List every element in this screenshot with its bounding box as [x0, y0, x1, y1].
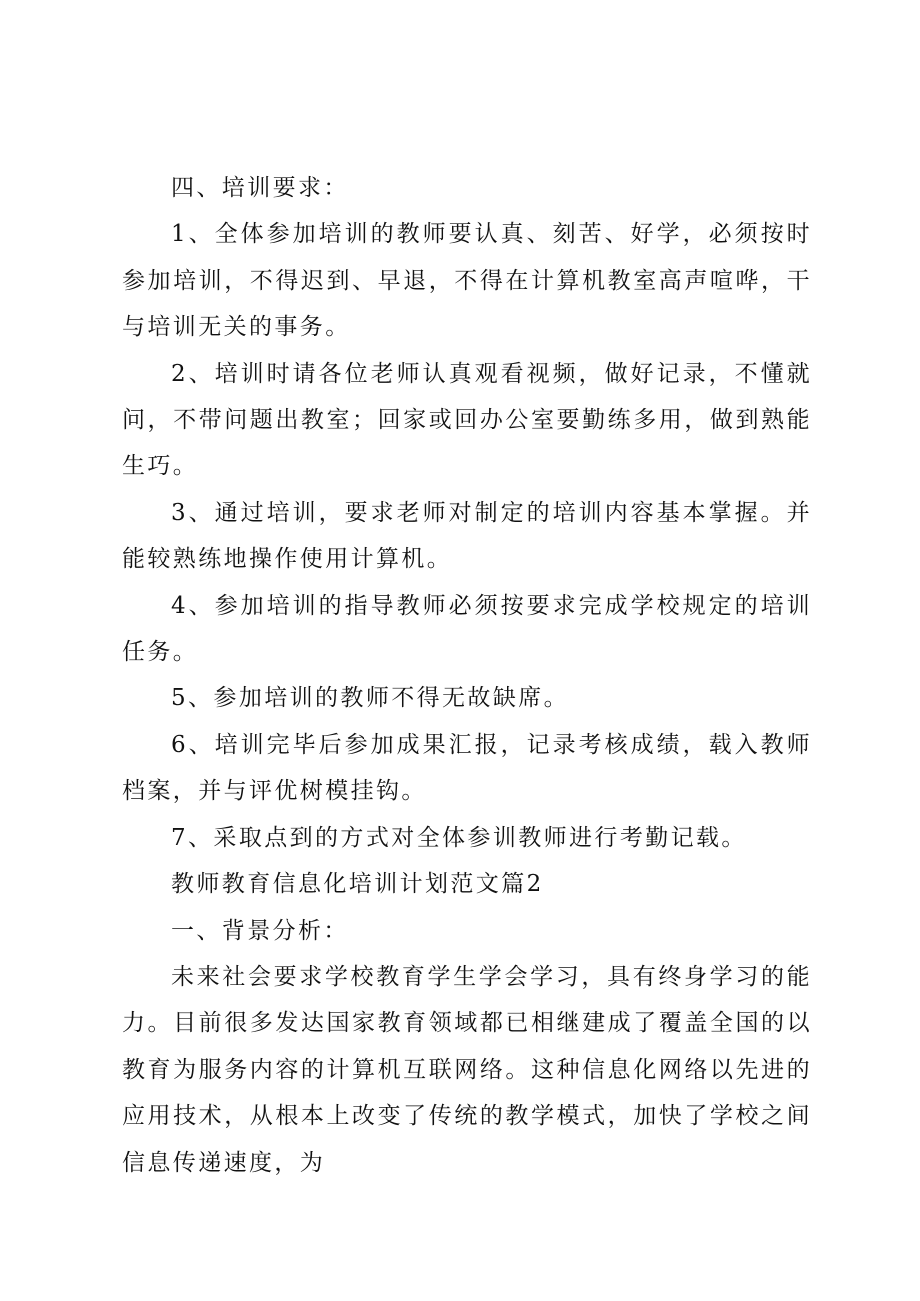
requirement-item-3: 3、通过培训，要求老师对制定的培训内容基本掌握。并能较熟练地操作使用计算机。	[122, 499, 812, 573]
article-title: 教师教育信息化培训计划范文篇2	[171, 871, 544, 898]
requirement-item-1: 1、全体参加培训的教师要认真、刻苦、好学，必须按时参加培训，不得迟到、早退，不得在计算机教室高声喧哗，干与培训无关的事务。	[122, 221, 812, 341]
requirement-item-6: 6、培训完毕后参加成果汇报，记录考核成绩，载入教师档案，并与评优树模挂钩。	[122, 731, 812, 805]
section-heading-requirements: 四、培训要求：	[171, 175, 349, 201]
requirement-item-2: 2、培训时请各位老师认真观看视频，做好记录，不懂就问，不带问题出教室；回家或回办公室要勤练多用，做到熟能生巧。	[122, 360, 812, 480]
background-paragraph: 未来社会要求学校教育学生学会学习，具有终身学习的能力。目前很多发达国家教育领域都已相继建成了覆盖全国的以教育为服务内容的计算机互联网络。这种信息化网络以先进的应用技术，从根本上改变了传统的教学模式，加快了学校之间信息传递速度，为	[122, 963, 812, 1176]
requirement-item-5: 5、参加培训的教师不得无故缺席。	[171, 685, 570, 712]
requirement-item-7: 7、采取点到的方式对全体参训教师进行考勤记载。	[171, 824, 747, 851]
section-heading-background: 一、背景分析：	[171, 917, 349, 944]
requirement-item-4: 4、参加培训的指导教师必须按要求完成学校规定的培训任务。	[122, 592, 812, 666]
document-body	[122, 165, 812, 1186]
